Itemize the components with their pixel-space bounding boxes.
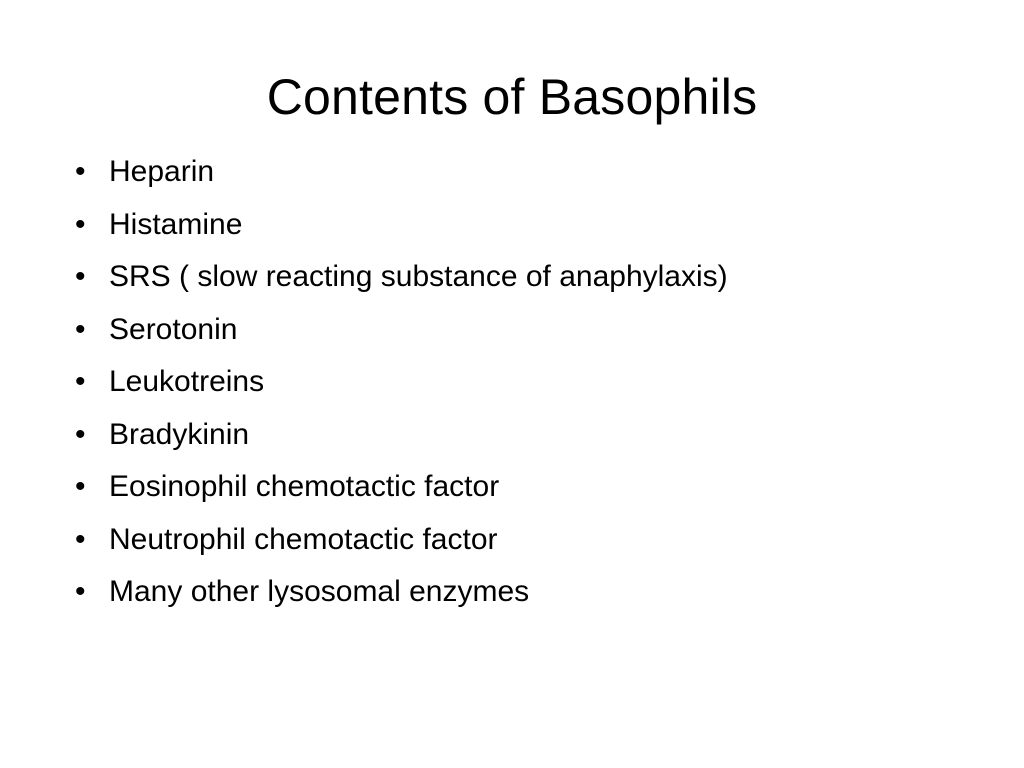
list-item [72,146,972,199]
list-item [72,251,972,304]
slide-title: Contents of Basophils [266,69,758,125]
list-item [72,199,972,252]
list-item-text: Eosinophil chemotactic factor [109,470,500,503]
bullet-icon: • [75,312,86,346]
list-item-text: Neutrophil chemotactic factor [109,522,498,556]
list-item-text: Serotonin [109,312,238,346]
list-item-text: Heparin [109,155,215,188]
bullet-icon: • [75,260,86,293]
bullet-icon: • [75,155,86,188]
list-item [72,514,972,567]
list-item-text: Leukotreins [109,365,265,398]
list-item [72,356,972,409]
list-item-text: SRS ( slow reacting substance of anaphylaxis) [109,260,728,293]
bullet-icon: • [75,470,86,503]
list-item-text: Bradykinin [109,417,250,451]
list-item [72,566,972,619]
bullet-icon: • [75,417,86,451]
bullet-icon: • [75,522,86,556]
list-item [72,409,972,462]
bullet-icon: • [75,207,86,241]
bullet-list [72,146,972,619]
list-item [72,461,972,514]
list-item-text: Many other lysosomal enzymes [109,575,530,608]
bullet-icon: • [75,365,86,398]
list-item-text: Histamine [109,207,243,241]
list-item [72,304,972,357]
bullet-icon: • [75,575,86,608]
